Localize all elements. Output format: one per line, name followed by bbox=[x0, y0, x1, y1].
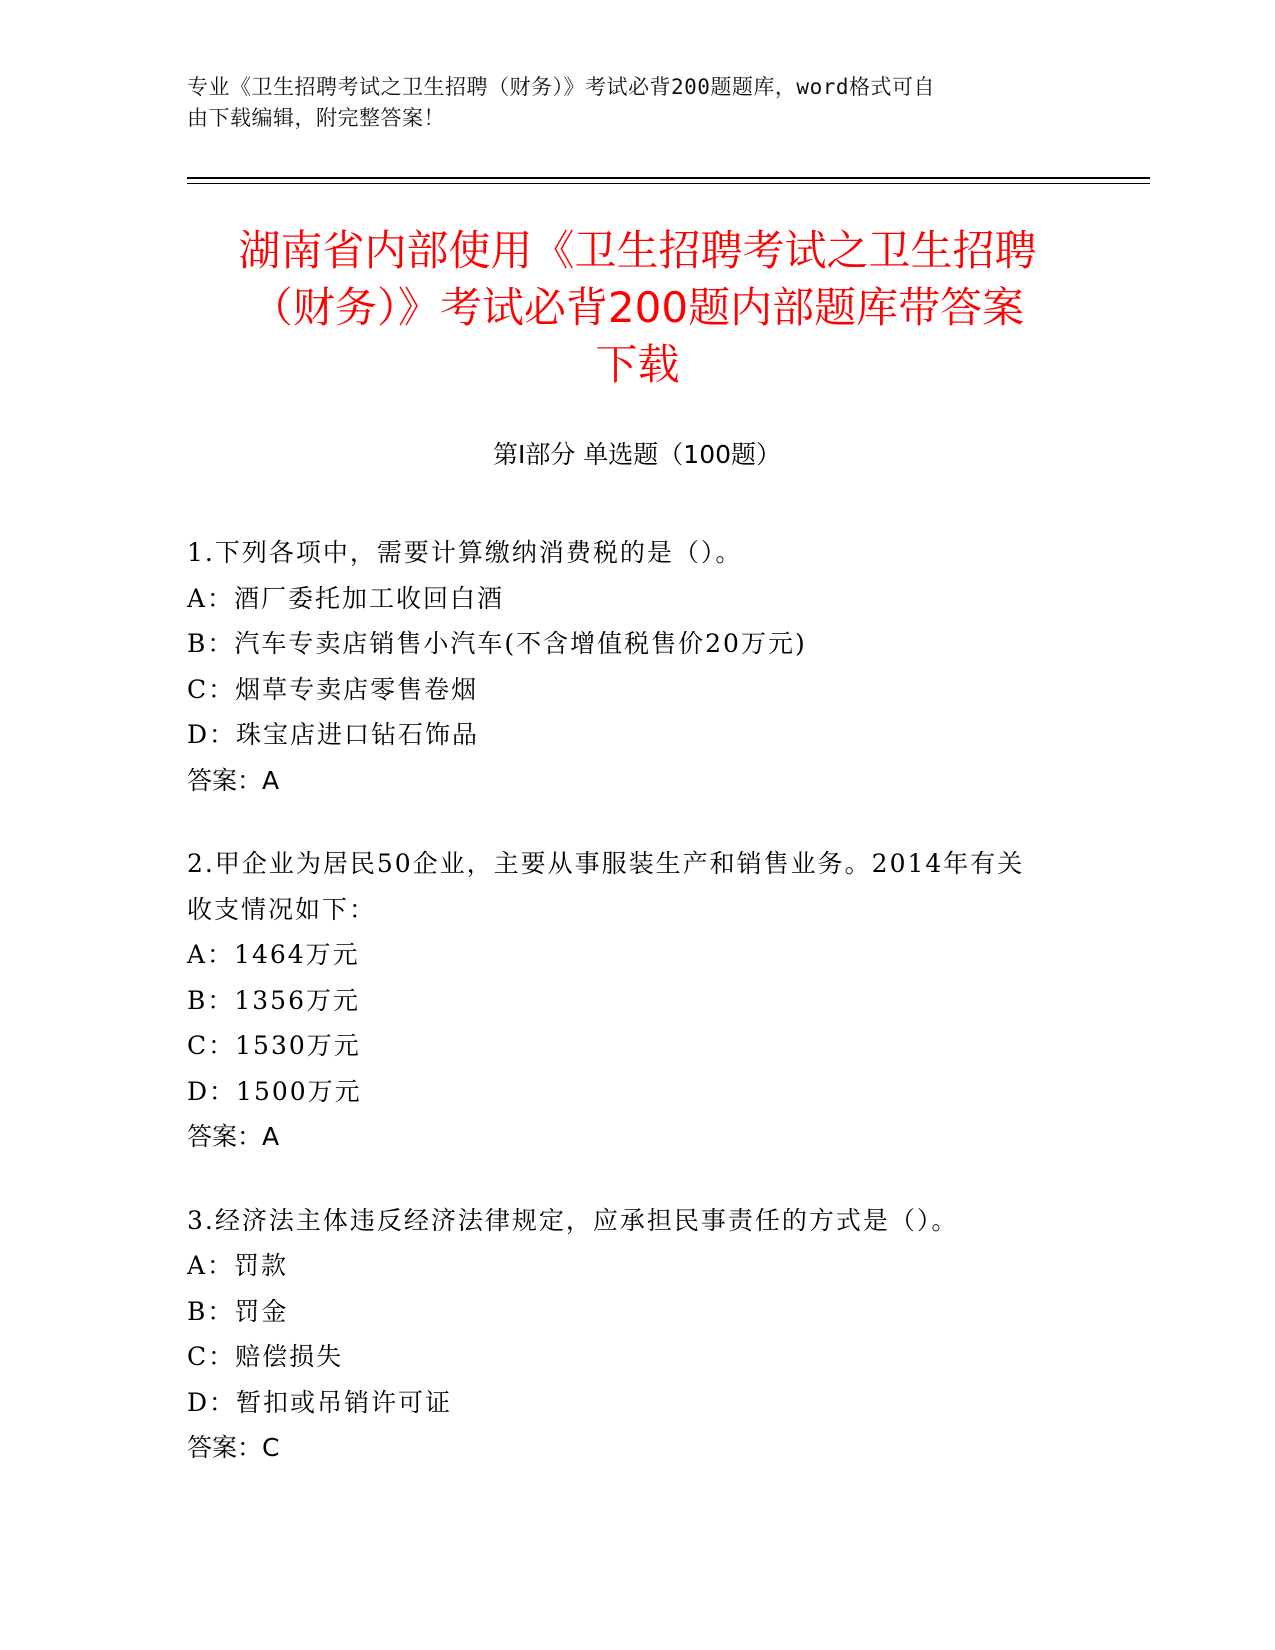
header-note bbox=[187, 72, 1067, 134]
option-d: D：1500万元 bbox=[187, 1076, 362, 1106]
document-title-line-3: 下载 bbox=[595, 340, 680, 389]
answer: 答案：C bbox=[187, 1433, 280, 1462]
question-stem-line-1: 2.甲企业为居民50企业，主要从事服装生产和销售业务。2014年有关 bbox=[187, 849, 1025, 878]
question-list bbox=[187, 530, 1087, 1509]
option-a: A：1464万元 bbox=[187, 940, 360, 969]
section-heading: 第I部分 单选题（100题） bbox=[492, 440, 782, 469]
document-title-line-2: （财务）》考试必背200题内部题库带答案 bbox=[250, 283, 1025, 332]
option-a: A：酒厂委托加工收回白酒 bbox=[187, 583, 505, 613]
option-b: B：1356万元 bbox=[187, 985, 360, 1015]
option-b: B：汽车专卖店销售小汽车(不含增值税售价20万元) bbox=[187, 629, 807, 658]
header-divider-thin bbox=[187, 183, 1150, 184]
question-stem: 3.经济法主体违反经济法律规定，应承担民事责任的方式是（）。 bbox=[187, 1205, 959, 1235]
document-title-line-1: 湖南省内部使用《卫生招聘考试之卫生招聘 bbox=[238, 226, 1037, 275]
question-2 bbox=[187, 841, 1087, 1160]
option-d: D：珠宝店进口钻石饰品 bbox=[187, 720, 480, 749]
option-c: C：烟草专卖店零售卷烟 bbox=[187, 674, 479, 704]
question-stem: 1.下列各项中，需要计算缴纳消费税的是（）。 bbox=[187, 538, 743, 567]
option-b: B：罚金 bbox=[187, 1296, 289, 1326]
answer: 答案：A bbox=[187, 765, 280, 795]
question-1 bbox=[187, 530, 1087, 803]
header-note-line-1: 专业《卫生招聘考试之卫生招聘（财务）》考试必背200题题库，word格式可自 bbox=[187, 75, 935, 99]
question-stem-line-2: 收支情况如下： bbox=[187, 894, 377, 924]
option-c: C：赔偿损失 bbox=[187, 1342, 344, 1371]
option-a: A：罚款 bbox=[187, 1251, 289, 1280]
header-note-line-2: 由下载编辑，附完整答案！ bbox=[187, 106, 445, 130]
option-c: C：1530万元 bbox=[187, 1031, 361, 1060]
answer: 答案：A bbox=[187, 1122, 280, 1151]
question-3 bbox=[187, 1198, 1087, 1471]
option-d: D：暂扣或吊销许可证 bbox=[187, 1387, 453, 1417]
document-title bbox=[180, 222, 1095, 393]
header-divider-thick bbox=[187, 177, 1150, 179]
